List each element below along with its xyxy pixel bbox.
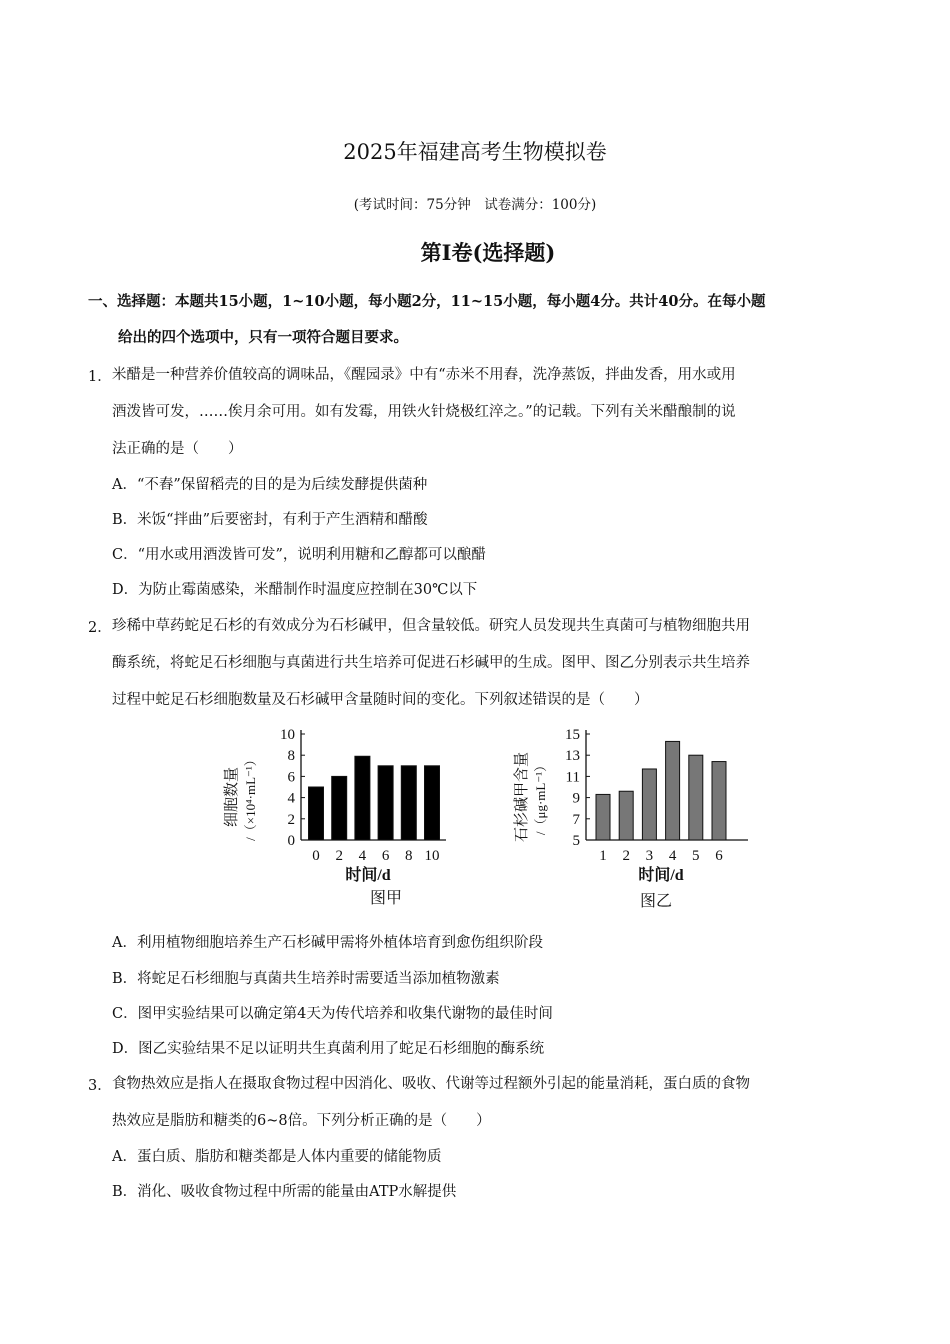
x-tick-label: 5 bbox=[692, 848, 700, 864]
x-tick-label: 1 bbox=[599, 848, 607, 864]
y-tick-label: 6 bbox=[287, 769, 295, 786]
option-a: A．利用植物细胞培养生产石杉碱甲需将外植体培育到愈伤组织阶段 bbox=[112, 935, 543, 951]
bar bbox=[712, 762, 726, 840]
x-tick-label: 2 bbox=[622, 848, 630, 864]
chart-cell-count bbox=[215, 722, 455, 912]
bar bbox=[355, 756, 370, 840]
x-tick-label: 2 bbox=[335, 848, 343, 864]
question-stem-line: 酶系统，将蛇足石杉细胞与真菌进行共生培养可促进石杉碱甲的生成。图甲、图乙分别表示共生培养 bbox=[112, 655, 750, 671]
question-number: 1． bbox=[88, 369, 112, 385]
y-tick-label: 9 bbox=[572, 790, 580, 807]
x-tick-label: 8 bbox=[405, 848, 413, 864]
exam-info: (考试时间：75分钟 试卷满分：100分) bbox=[353, 197, 597, 213]
question-number: 3． bbox=[88, 1078, 112, 1094]
instructions-line-2: 给出的四个选项中，只有一项符合题目要求。 bbox=[118, 329, 408, 346]
bar bbox=[689, 755, 703, 840]
y-tick-label: 13 bbox=[565, 748, 580, 765]
instructions-line-1: 一、选择题：本题共15小题，1~10小题，每小题2分，11~15小题，每小题4分。共计40分。在每小题 bbox=[88, 293, 766, 310]
bar bbox=[378, 766, 393, 840]
question-stem-line: 酒泼皆可发，……俟月余可用。如有发霉，用铁火针烧极红淬之。”的记载。下列有关米醋酿制的说 bbox=[112, 404, 736, 420]
bar bbox=[596, 794, 610, 840]
y-tick-label: 2 bbox=[287, 811, 295, 828]
page-title: 2025年福建高考生物模拟卷 bbox=[343, 140, 607, 164]
chart-ylabel-line1: 石杉碱甲含量 bbox=[514, 751, 530, 843]
option-c: C．图甲实验结果可以确定第4天为传代培养和收集代谢物的最佳时间 bbox=[112, 1006, 553, 1022]
question-stem-line: 热效应是脂肪和糖类的6~8倍。下列分析正确的是（ ） bbox=[112, 1113, 491, 1129]
y-tick-label: 11 bbox=[565, 769, 580, 786]
chart-title: 图甲 bbox=[369, 890, 403, 907]
chart-xlabel: 时间/d bbox=[345, 867, 391, 884]
y-tick-label: 7 bbox=[572, 811, 580, 828]
x-tick-label: 4 bbox=[668, 848, 677, 864]
chart-title: 图乙 bbox=[639, 893, 673, 910]
question-stem-line: 法正确的是（ ） bbox=[112, 441, 243, 457]
bar bbox=[309, 787, 324, 840]
y-tick-label: 15 bbox=[565, 727, 580, 743]
chart-ylabel-line2: /（×10⁴·mL⁻¹） bbox=[243, 753, 258, 841]
bar bbox=[425, 766, 440, 840]
question-stem-line: 过程中蛇足石杉细胞数量及石杉碱甲含量随时间的变化。下列叙述错误的是（ ） bbox=[112, 692, 649, 708]
question-stem-line: 食物热效应是指人在摄取食物过程中因消化、吸收、代谢等过程额外引起的能量消耗，蛋白质的食物 bbox=[112, 1076, 750, 1092]
bar bbox=[642, 769, 656, 840]
bar bbox=[619, 791, 633, 840]
bar bbox=[666, 741, 680, 840]
x-tick-label: 6 bbox=[715, 848, 723, 864]
x-tick-label: 0 bbox=[312, 848, 320, 864]
question-number: 2． bbox=[88, 620, 112, 636]
chart-huperzine-content bbox=[505, 722, 755, 912]
bar bbox=[332, 776, 347, 840]
section-heading: 第I卷(选择题) bbox=[420, 240, 556, 265]
question-stem-line: 珍稀中草药蛇足石杉的有效成分为石杉碱甲，但含量较低。研究人员发现共生真菌可与植物细胞共用 bbox=[112, 618, 750, 634]
question-stem-line: 米醋是一种营养价值较高的调味品，《醒园录》中有“赤米不用舂，洗净蒸饭，拌曲发香，用水或用 bbox=[112, 367, 736, 383]
bar bbox=[401, 766, 416, 840]
option-c: C．“用水或用酒泼皆可发”，说明利用糖和乙醇都可以酿醋 bbox=[112, 547, 486, 563]
option-b: B．将蛇足石杉细胞与真菌共生培养时需要适当添加植物激素 bbox=[112, 971, 500, 987]
y-tick-label: 0 bbox=[287, 833, 295, 849]
option-d: D．为防止霉菌感染，米醋制作时温度应控制在30℃以下 bbox=[112, 582, 478, 598]
x-tick-label: 10 bbox=[424, 848, 440, 864]
y-tick-label: 10 bbox=[280, 727, 295, 743]
y-tick-label: 8 bbox=[287, 748, 295, 765]
y-tick-label: 4 bbox=[287, 790, 295, 807]
chart-ylabel-line2: /（μg·mL⁻¹） bbox=[533, 758, 548, 836]
x-tick-label: 6 bbox=[381, 848, 390, 864]
option-b: B．消化、吸收食物过程中所需的能量由ATP水解提供 bbox=[112, 1184, 457, 1200]
option-d: D．图乙实验结果不足以证明共生真菌利用了蛇足石杉细胞的酶系统 bbox=[112, 1041, 545, 1057]
option-a: A．“不舂”保留稻壳的目的是为后续发酵提供菌种 bbox=[112, 477, 428, 493]
y-tick-label: 5 bbox=[572, 833, 580, 849]
x-tick-label: 4 bbox=[358, 848, 367, 864]
option-a: A．蛋白质、脂肪和糖类都是人体内重要的储能物质 bbox=[112, 1149, 442, 1165]
chart-ylabel-line1: 细胞数量 bbox=[224, 766, 240, 828]
option-b: B．米饭“拌曲”后要密封，有利于产生酒精和醋酸 bbox=[112, 512, 428, 528]
chart-xlabel: 时间/d bbox=[638, 867, 684, 884]
x-tick-label: 3 bbox=[645, 848, 654, 864]
